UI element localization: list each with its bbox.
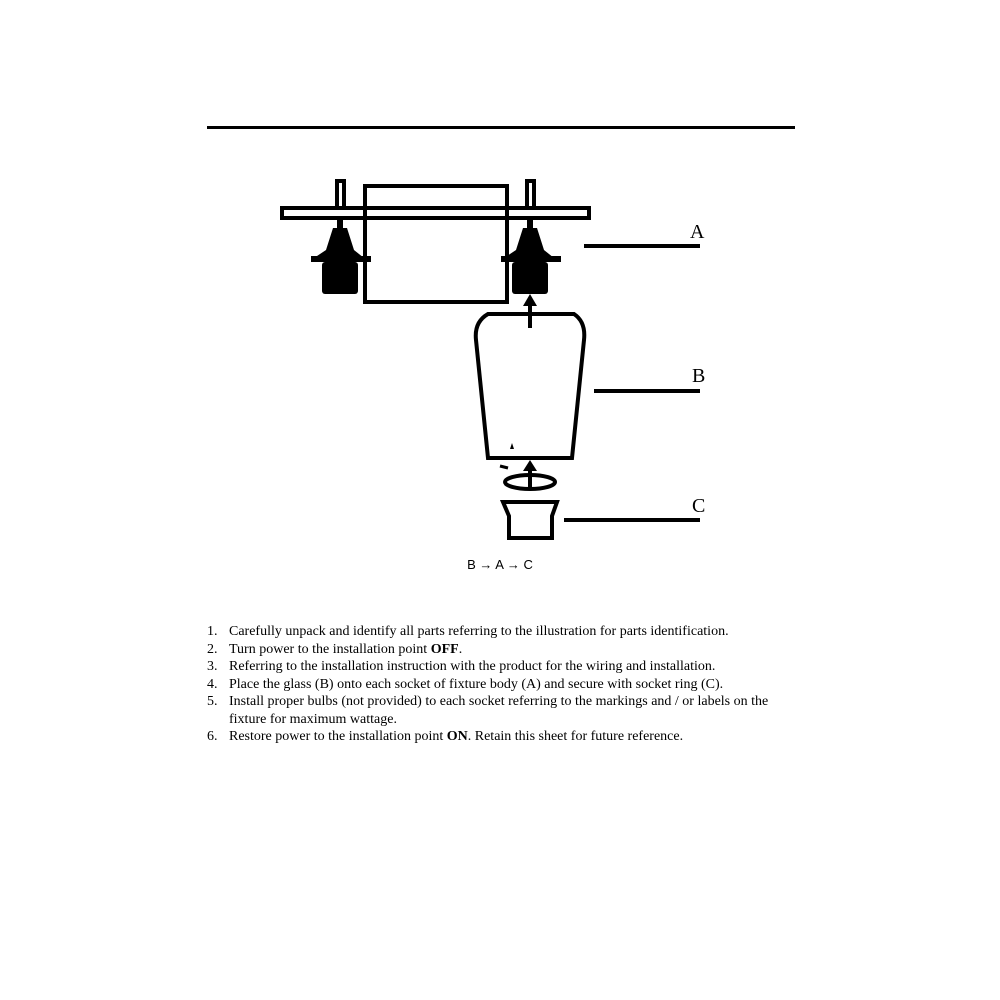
instruction-step: [207, 728, 807, 746]
instruction-step: [207, 693, 807, 728]
label-b: B: [692, 365, 706, 387]
instruction-step: [207, 641, 807, 659]
backplate: [365, 186, 507, 302]
step-number: 2.: [207, 641, 218, 657]
label-a: A: [690, 221, 705, 243]
step-text: Install proper bulbs (not provided) to each socket referring to the markings and / or labels on the fixture for maximum wattage.: [229, 694, 769, 727]
instruction-step: [207, 623, 807, 641]
step-number: 1.: [207, 624, 218, 639]
step-text: Turn power to the installation point OFF.: [229, 641, 463, 657]
step-text: Carefully unpack and identify all parts referring to the illustration for parts identification.: [229, 624, 729, 639]
right-socket: [501, 218, 561, 294]
step-number: 5.: [207, 694, 218, 709]
label-c: C: [692, 495, 706, 517]
instruction-step: [207, 658, 807, 676]
right-stud: [527, 181, 534, 208]
assembly-sequence: B → A → C: [467, 557, 533, 572]
step-text: Place the glass (B) onto each socket of fixture body (A) and secure with socket ring (C).: [229, 676, 724, 692]
cap: [503, 502, 557, 538]
crossbar: [282, 208, 589, 218]
step-text: Referring to the installation instruction with the product for the wiring and installation.: [229, 659, 716, 674]
left-socket: [311, 218, 371, 294]
step-number: 4.: [207, 676, 218, 692]
step-number: 6.: [207, 729, 218, 744]
left-stud: [337, 181, 344, 208]
instruction-list: [207, 623, 807, 746]
step-number: 3.: [207, 659, 218, 674]
step-text: Restore power to the installation point ON. Retain this sheet for future reference.: [229, 729, 684, 744]
glass-shade: [476, 314, 585, 458]
arrow-up-to-socket: [523, 294, 537, 328]
instruction-step: [207, 676, 807, 694]
